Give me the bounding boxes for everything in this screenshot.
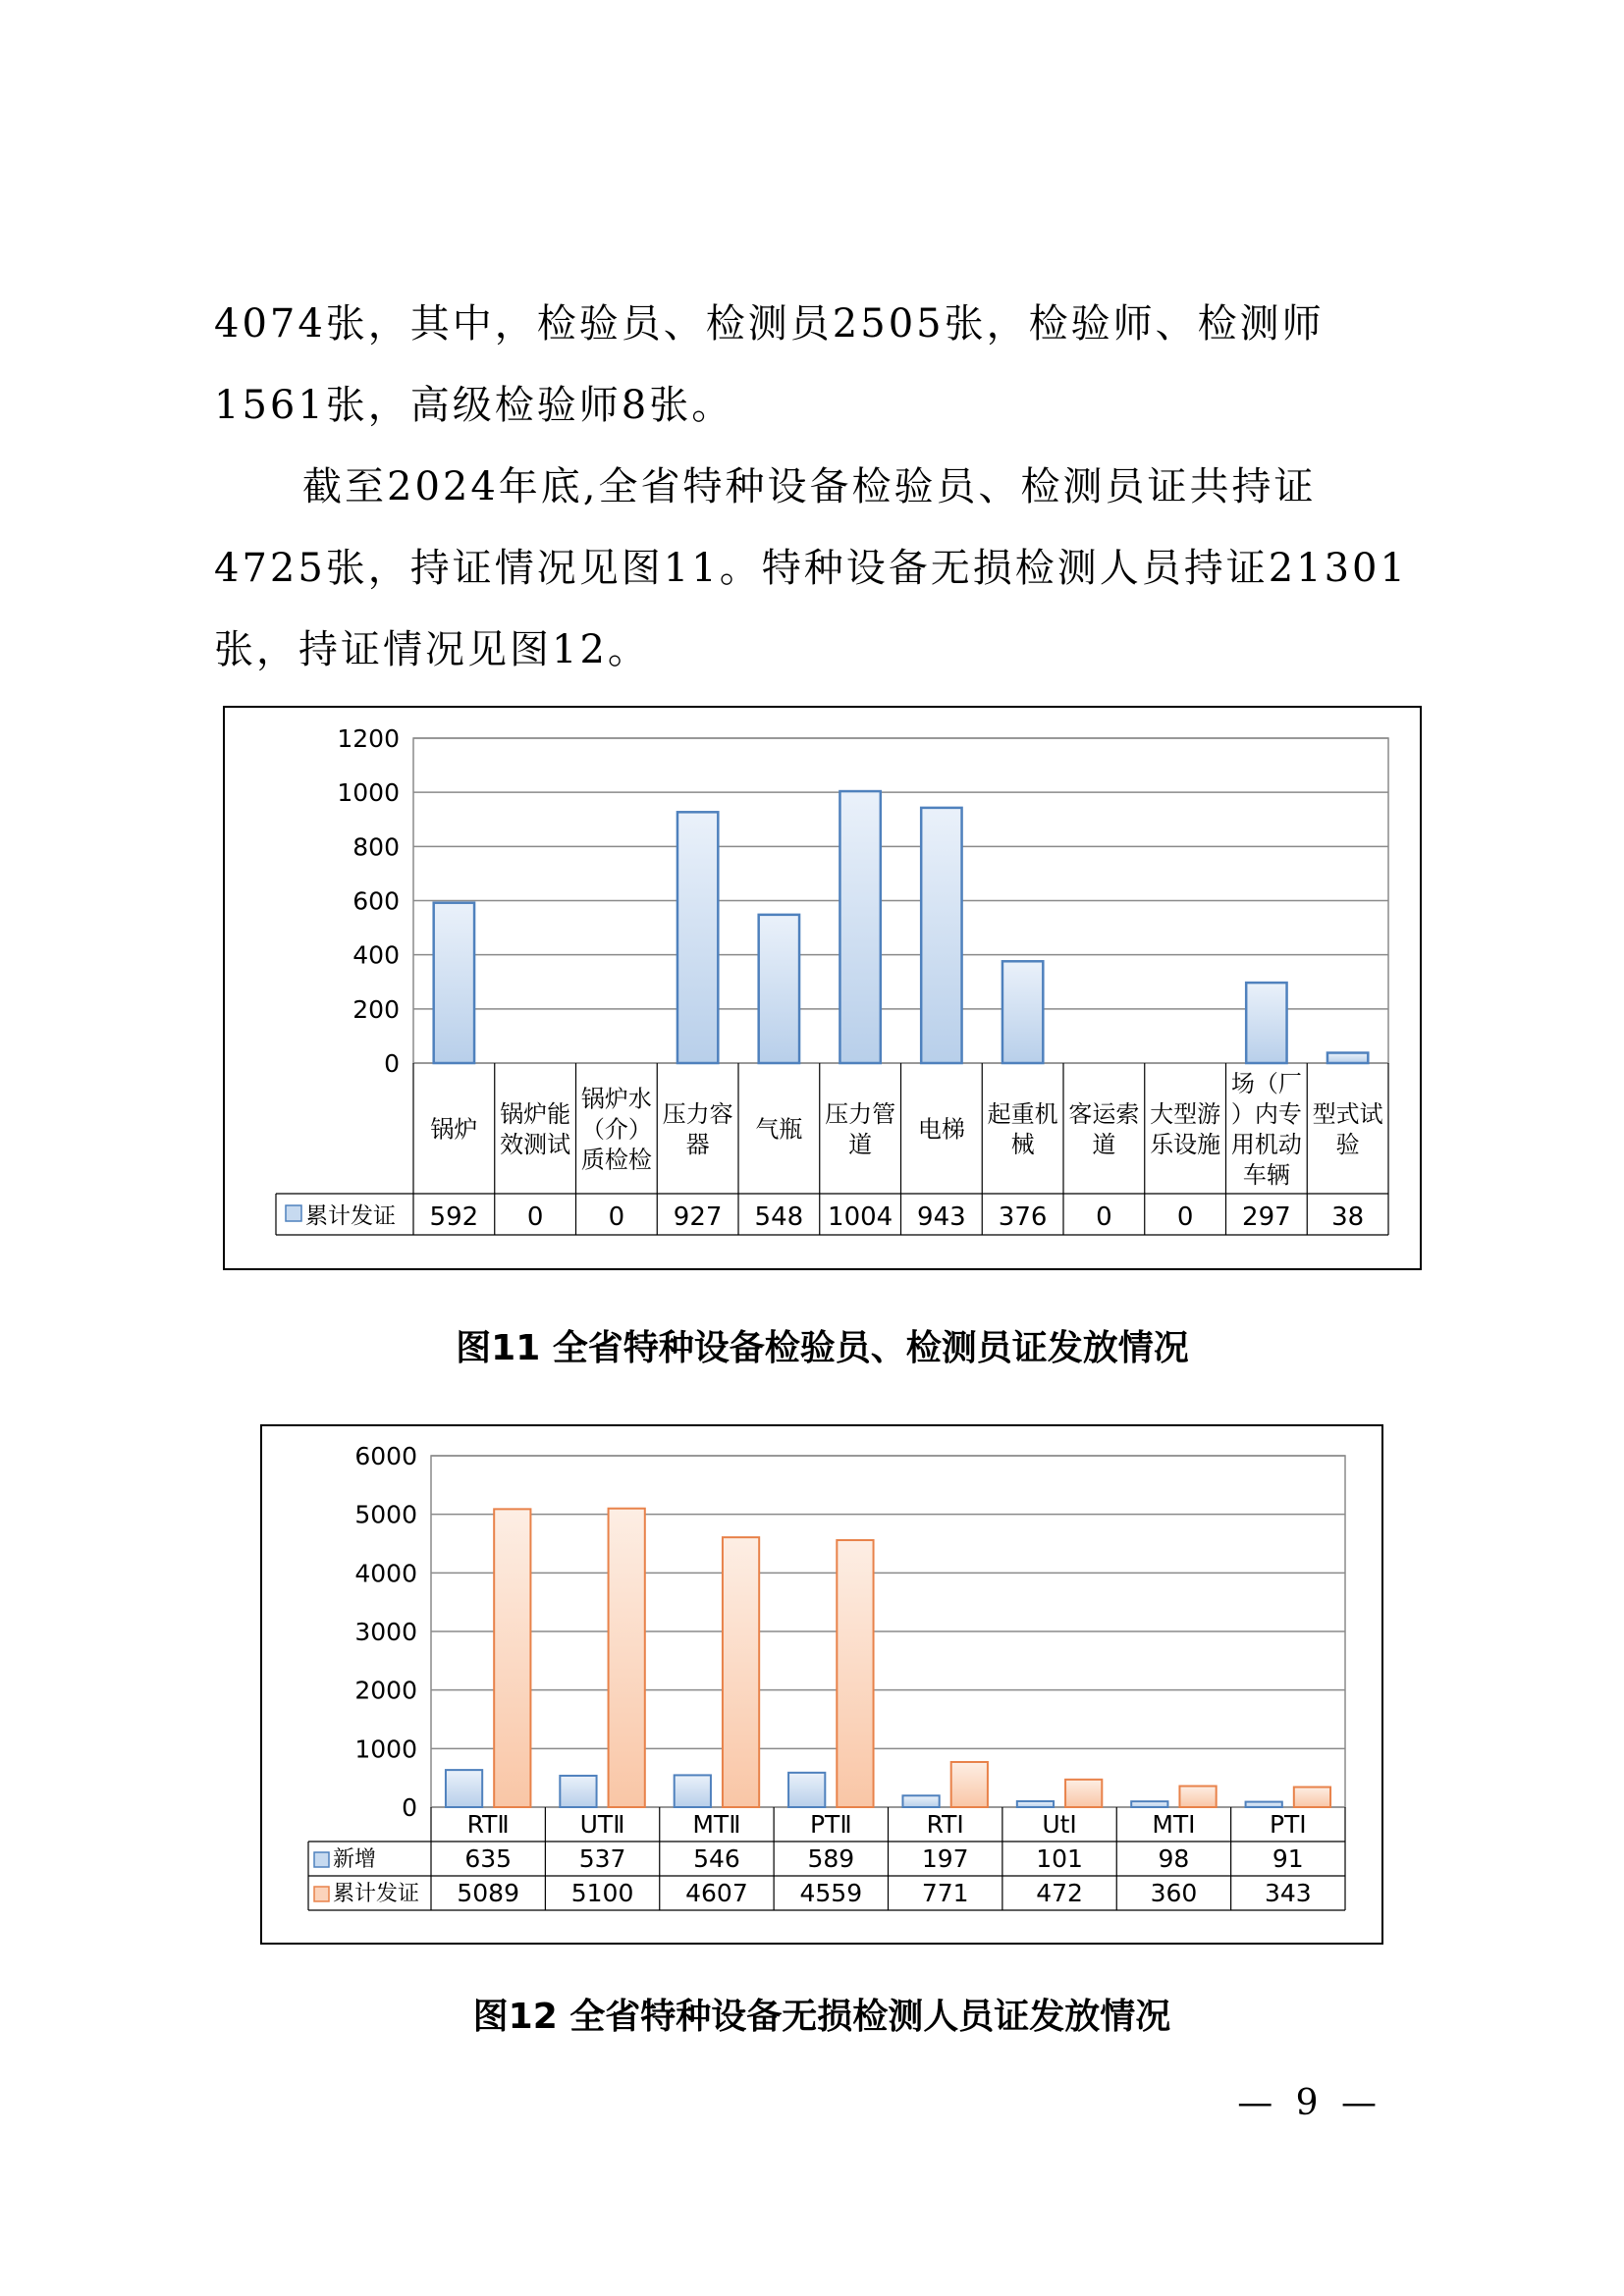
data-label-total: 360	[1150, 1879, 1198, 1907]
bar-new	[1017, 1801, 1054, 1807]
bar	[1246, 983, 1286, 1063]
y-tick-label: 1200	[337, 724, 400, 753]
data-label: 548	[754, 1202, 804, 1232]
legend-swatch	[286, 1205, 301, 1221]
data-label-total: 5089	[457, 1879, 519, 1907]
y-tick-label: 200	[352, 994, 400, 1024]
legend-swatch-new	[314, 1852, 329, 1867]
category-label: PTⅡ	[809, 1810, 852, 1839]
data-label-new: 101	[1036, 1844, 1083, 1873]
y-tick-label: 0	[384, 1049, 400, 1078]
category-label: ）内专	[1230, 1100, 1302, 1128]
bar-total	[1065, 1780, 1102, 1807]
data-label-total: 4559	[799, 1879, 863, 1907]
data-label-new: 589	[807, 1844, 855, 1873]
paragraph-summary: 截至2024年底,全省特种设备检验员、检测员证共持证4725张，持证情况见图11。特种设备无损检测人员持证21301张，持证情况见图12。	[214, 464, 1408, 672]
y-tick-label: 2000	[354, 1676, 417, 1705]
bar-total	[837, 1540, 873, 1807]
data-label-new: 197	[921, 1844, 969, 1873]
category-label: 械	[1010, 1131, 1035, 1158]
category-label: 车辆	[1242, 1161, 1290, 1189]
y-tick-label: 3000	[354, 1618, 417, 1646]
category-label: 压力管	[825, 1100, 896, 1128]
bar	[677, 812, 718, 1063]
bar-total	[1294, 1788, 1330, 1807]
bar-new	[788, 1773, 825, 1807]
page-number: — 9 —	[1237, 2083, 1382, 2123]
data-label: 592	[429, 1202, 479, 1232]
bar	[759, 915, 799, 1063]
category-label: UtⅠ	[1042, 1810, 1077, 1839]
category-label: RTⅠ	[926, 1810, 964, 1839]
category-label: 起重机	[987, 1100, 1058, 1128]
data-label-new: 537	[578, 1844, 626, 1873]
category-label: 乐设施	[1150, 1131, 1221, 1158]
data-label-total: 4607	[685, 1879, 748, 1907]
bar-total	[494, 1509, 530, 1807]
category-label: MTⅠ	[1152, 1810, 1196, 1839]
category-label: 客运索	[1068, 1100, 1140, 1128]
data-label-new: 635	[464, 1844, 513, 1873]
legend-swatch-total	[314, 1887, 329, 1901]
category-label: 道	[1092, 1131, 1116, 1158]
data-label: 927	[673, 1202, 723, 1232]
category-label: PTⅠ	[1269, 1810, 1307, 1839]
bar-new	[675, 1775, 711, 1807]
category-label: MTⅡ	[692, 1810, 741, 1839]
bar	[839, 791, 880, 1063]
bar-new	[560, 1776, 596, 1807]
data-label: 0	[608, 1202, 625, 1232]
data-label: 0	[1176, 1202, 1194, 1232]
data-label-total: 5100	[570, 1879, 634, 1907]
category-label: 大型游	[1150, 1100, 1221, 1128]
y-tick-label: 6000	[354, 1442, 417, 1470]
category-label: 压力容	[662, 1100, 733, 1128]
category-label: 场（厂	[1230, 1070, 1302, 1097]
bar	[921, 808, 961, 1063]
legend-label-new: 新增	[333, 1847, 377, 1872]
legend-label: 累计发证	[305, 1203, 396, 1229]
y-tick-label: 5000	[354, 1500, 417, 1529]
y-tick-label: 800	[352, 832, 400, 862]
data-label: 1004	[828, 1202, 893, 1232]
y-tick-label: 400	[352, 940, 400, 970]
bar-total	[951, 1762, 988, 1807]
category-label: 验	[1335, 1131, 1360, 1158]
category-label: UTⅡ	[579, 1810, 625, 1839]
figure12-svg	[262, 1426, 1385, 1947]
y-tick-label: 600	[352, 886, 400, 916]
data-label-total: 472	[1036, 1879, 1083, 1907]
figure11-chart	[223, 706, 1422, 1270]
category-label: 型式试	[1312, 1100, 1383, 1128]
data-label: 0	[1096, 1202, 1112, 1232]
category-label: 电梯	[917, 1115, 965, 1144]
data-label: 297	[1242, 1202, 1291, 1232]
category-label: 锅炉水	[580, 1085, 652, 1113]
category-label: 道	[848, 1131, 873, 1158]
category-label: 器	[685, 1131, 710, 1158]
category-label: 锅炉	[430, 1115, 478, 1144]
category-label: 用机动	[1230, 1131, 1302, 1158]
bar-total	[609, 1509, 645, 1807]
legend-label-total: 累计发证	[333, 1882, 420, 1906]
category-label: 效测试	[500, 1131, 571, 1158]
data-label: 0	[526, 1202, 544, 1232]
data-label-new: 98	[1158, 1844, 1190, 1873]
data-label: 38	[1331, 1202, 1365, 1232]
bar-new	[1131, 1801, 1167, 1807]
y-tick-label: 1000	[337, 778, 400, 808]
y-tick-label: 1000	[354, 1735, 417, 1764]
data-label-new: 91	[1272, 1844, 1304, 1873]
figure11-svg	[225, 708, 1424, 1272]
paragraph-continuation: 4074张，其中，检验员、检测员2505张，检验师、检测师1561张，高级检验师8张。	[214, 301, 1325, 428]
bar-new	[902, 1795, 939, 1807]
category-label: 质检检	[580, 1146, 652, 1174]
figure12-caption: 图12 全省特种设备无损检测人员证发放情况	[472, 1997, 1171, 2037]
figure11-caption: 图11 全省特种设备检验员、检测员证发放情况	[456, 1328, 1189, 1368]
data-label: 943	[917, 1202, 966, 1232]
bar-total	[723, 1537, 759, 1807]
y-tick-label: 4000	[354, 1559, 417, 1588]
category-label: （介）	[580, 1115, 652, 1144]
bar-new	[1246, 1802, 1282, 1807]
category-label: RTⅡ	[466, 1810, 510, 1839]
bar	[1327, 1053, 1368, 1063]
data-label: 376	[998, 1202, 1048, 1232]
category-label: 气瓶	[755, 1115, 803, 1144]
data-label-new: 546	[693, 1844, 740, 1873]
bar	[1002, 961, 1043, 1063]
figure12-chart	[260, 1424, 1383, 1945]
data-label-total: 343	[1264, 1879, 1312, 1907]
data-label-total: 771	[921, 1879, 969, 1907]
category-label: 锅炉能	[500, 1100, 571, 1128]
bar-new	[446, 1770, 482, 1807]
bar-total	[1179, 1787, 1216, 1807]
y-tick-label: 0	[402, 1793, 417, 1822]
bar	[434, 903, 474, 1063]
